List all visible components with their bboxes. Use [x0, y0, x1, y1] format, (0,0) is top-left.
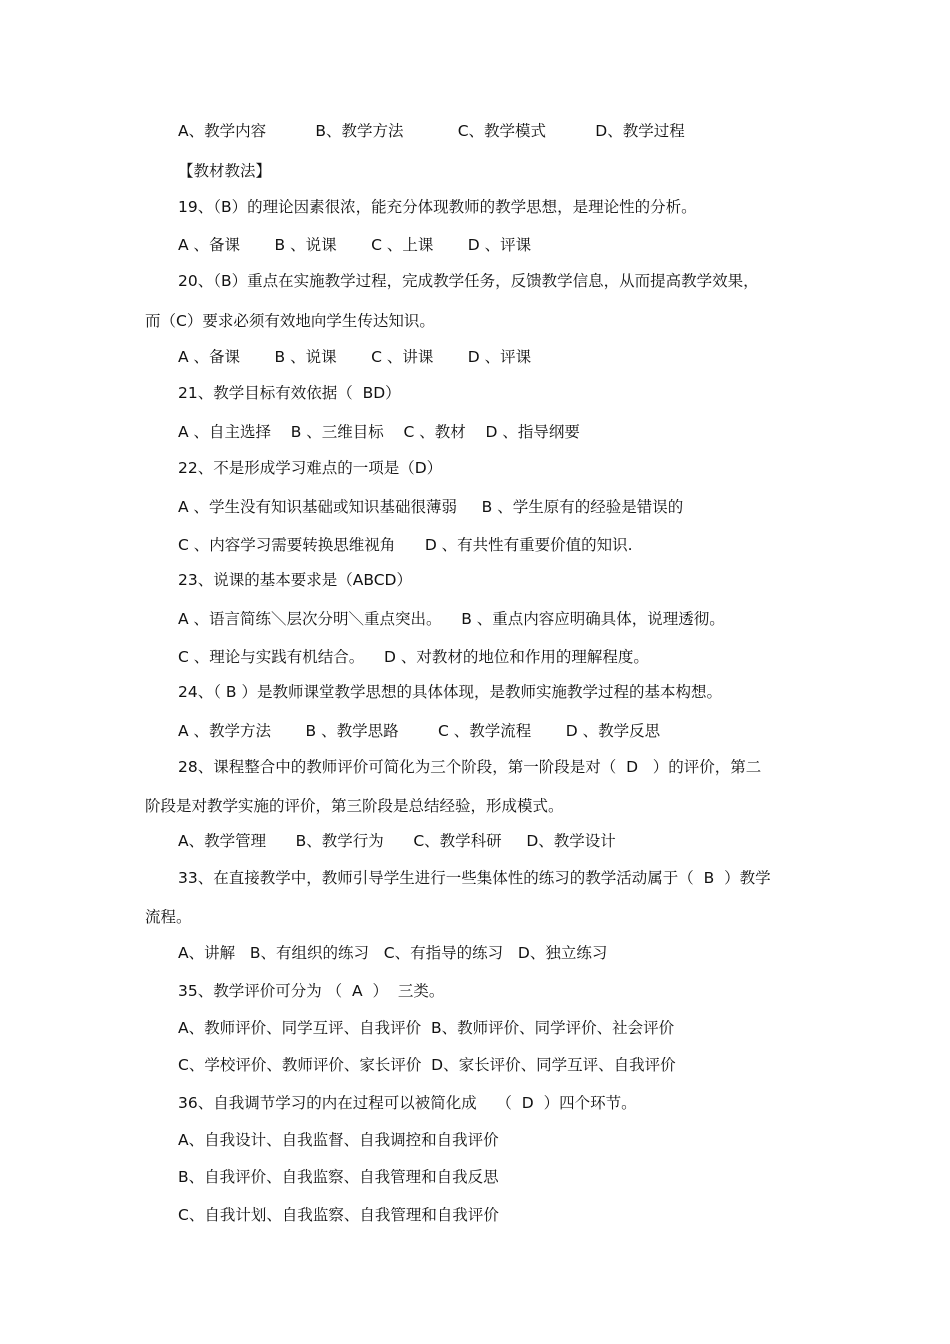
options-line: B、自我评价、自我监察、自我管理和自我反思: [178, 1168, 499, 1186]
question-33-cont: 流程。: [145, 908, 192, 926]
section-heading: 【教材教法】: [178, 162, 272, 180]
options-line: A 、自主选择 B 、三维目标 C 、教材 D 、指导纲要: [178, 423, 580, 441]
options-line: A、教学内容 B、教学方法 C、教学模式 D、教学过程: [178, 122, 685, 140]
options-line: C、学校评价、教师评价、家长评价 D、家长评价、同学互评、自我评价: [178, 1056, 676, 1074]
options-line: A、讲解 B、有组织的练习 C、有指导的练习 D、独立练习: [178, 944, 608, 962]
question-36: 36、自我调节学习的内在过程可以被简化成 （ D ）四个环节。: [178, 1094, 637, 1112]
options-line: A、教师评价、同学互评、自我评价 B、教师评价、同学评价、社会评价: [178, 1019, 675, 1037]
options-line: A 、学生没有知识基础或知识基础很薄弱 B 、学生原有的经验是错误的: [178, 498, 684, 516]
question-24: 24、（ B ）是教师课堂教学思想的具体体现，是教师实施教学过程的基本构想。: [178, 683, 722, 701]
question-28: 28、课程整合中的教师评价可简化为三个阶段，第一阶段是对（ D ）的评价，第二: [178, 758, 762, 776]
options-line: A、教学管理 B、教学行为 C、教学科研 D、教学设计: [178, 832, 616, 850]
question-33: 33、在直接教学中，教师引导学生进行一些集体性的练习的教学活动属于（ B ）教学: [178, 869, 771, 887]
options-line: C 、理论与实践有机结合。 D 、对教材的地位和作用的理解程度。: [178, 648, 649, 666]
options-line: A 、语言简练＼层次分明＼重点突出。 B 、重点内容应明确具体，说理透彻。: [178, 610, 725, 628]
question-20: 20、（B）重点在实施教学过程，完成教学任务，反馈教学信息，从而提高教学效果，: [178, 272, 759, 290]
options-line: A 、教学方法 B 、教学思路 C 、教学流程 D 、教学反思: [178, 722, 661, 740]
options-line: A 、备课 B 、说课 C 、上课 D 、评课: [178, 236, 532, 254]
options-line: C 、内容学习需要转换思维视角 D 、有共性有重要价值的知识.: [178, 536, 633, 554]
question-35: 35、教学评价可分为 （ A ） 三类。: [178, 982, 445, 1000]
options-line: A、自我设计、自我监督、自我调控和自我评价: [178, 1131, 499, 1149]
question-28-cont: 阶段是对教学实施的评价，第三阶段是总结经验，形成模式。: [145, 797, 564, 815]
question-21: 21、教学目标有效依据（ BD）: [178, 384, 401, 402]
options-line: A 、备课 B 、说课 C 、讲课 D 、评课: [178, 348, 532, 366]
question-19: 19、（B）的理论因素很浓，能充分体现教师的教学思想，是理论性的分析。: [178, 198, 697, 216]
question-23: 23、说课的基本要求是（ABCD）: [178, 571, 412, 589]
options-line: C、自我计划、自我监察、自我管理和自我评价: [178, 1206, 499, 1224]
question-22: 22、不是形成学习难点的一项是（D）: [178, 459, 443, 477]
question-20-cont: 而（C）要求必须有效地向学生传达知识。: [145, 312, 435, 330]
